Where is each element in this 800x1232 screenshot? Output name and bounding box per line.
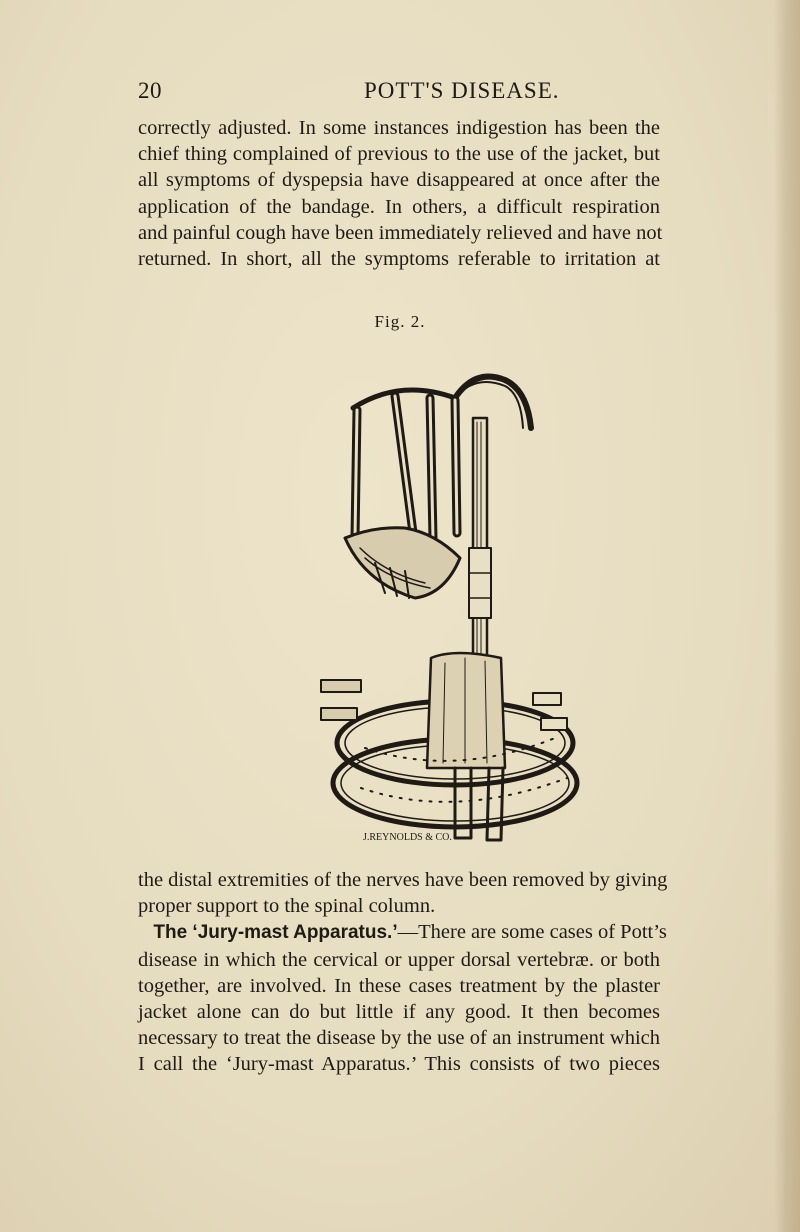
page-header bbox=[138, 78, 658, 108]
text-line: together, are involved. In these cases treatment by the plaster bbox=[138, 974, 660, 997]
text-line: returned. In short, all the symptoms referable to irritation at bbox=[138, 248, 660, 271]
page-edge-shadow bbox=[774, 0, 800, 1232]
text-line: jacket alone can do but little if any good. It then becomes bbox=[138, 1001, 660, 1024]
text-line: application of the bandage. In others, a difficult respiration bbox=[138, 195, 660, 218]
text-line: and painful cough have been immediately relieved and have not bbox=[138, 221, 663, 244]
text-line: I call the ‘Jury-mast Apparatus.’ This consists of two pieces bbox=[138, 1053, 660, 1076]
engraver-credit: J.REYNOLDS & CO. bbox=[363, 832, 452, 843]
text-line: necessary to treat the disease by the use of an instrument which bbox=[138, 1027, 660, 1050]
figure-caption: Fig. 2. bbox=[374, 312, 426, 331]
text-line: the distal extremities of the nerves have been removed by giving bbox=[138, 869, 668, 891]
text-line: disease in which the cervical or upper dorsal vertebræ. or both bbox=[138, 948, 660, 971]
text-line: chief thing complained of previous to the use of the jacket, but bbox=[138, 143, 660, 166]
text-line: all symptoms of dyspepsia have disappeared at once after the bbox=[138, 169, 660, 192]
paragraph-1 bbox=[138, 115, 663, 272]
heading-line bbox=[138, 919, 667, 946]
paragraph-2 bbox=[138, 867, 668, 1078]
text-line: proper support to the spinal column. bbox=[138, 895, 436, 918]
section-heading: The ‘Jury-mast Apparatus.’ bbox=[153, 922, 398, 944]
running-head: POTT'S DISEASE. bbox=[364, 78, 560, 103]
text-line: correctly adjusted. In some instances indigestion has been the bbox=[138, 117, 660, 139]
text-span: —There are some cases of Pott’s bbox=[397, 921, 667, 944]
jury-mast-apparatus-illustration bbox=[305, 358, 605, 858]
page-number: 20 bbox=[138, 78, 162, 103]
